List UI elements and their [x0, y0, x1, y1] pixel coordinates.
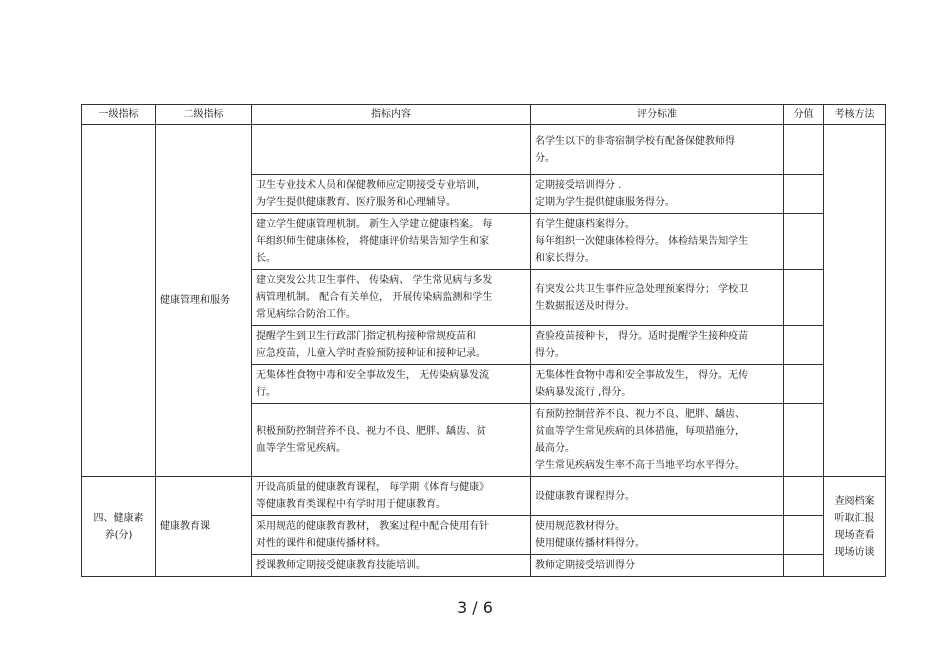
header-method: 考核方法 [824, 105, 886, 125]
content-cell [252, 125, 531, 175]
method-cell: 查阅档案 听取汇报 现场查看 现场访谈 [824, 477, 886, 577]
content-cell: 提醒学生到卫生行政部门指定机构接种常规疫苗和 应急疫苗，儿童入学时查验预防接种证和接种记录。 [252, 326, 531, 365]
header-criteria: 评分标准 [531, 105, 784, 125]
criteria-cell: 有突发公共卫生事件应急处理预案得分； 学校卫 生数据报送及时得分。 [531, 270, 784, 326]
criteria-cell: 无集体性食物中毒和安全事故发生， 得分。无传 染病暴发流行 ,得分。 [531, 365, 784, 404]
criteria-cell: 教师定期接受培训得分 [531, 555, 784, 577]
criteria-cell: 有预防控制营养不良、视力不良、肥胖、龋齿、 贫血等学生常见疾病的具体措施，每项措施分， 最高分。 学生常见疾病发生率不高于当地平均水平得分。 [531, 404, 784, 477]
table-header-row [82, 105, 886, 125]
criteria-cell: 名学生以下的非寄宿制学校有配备保健教师得 分。 [531, 125, 784, 175]
method-cell-empty [824, 125, 886, 477]
content-cell: 积极预防控制营养不良、视力不良、肥胖、龋齿、贫 血等学生常见疾病。 [252, 404, 531, 477]
header-score: 分值 [784, 105, 824, 125]
score-cell [784, 555, 824, 577]
score-cell [784, 365, 824, 404]
score-cell [784, 125, 824, 175]
table-row [82, 125, 886, 175]
criteria-cell: 查验疫苗接种卡， 得分。适时提醒学生接种疫苗 得分。 [531, 326, 784, 365]
score-cell [784, 404, 824, 477]
content-cell: 开设高质量的健康教育课程， 每学期《体育与健康》 等健康教育类课程中有学时用于健康教育。 [252, 477, 531, 516]
header-content: 指标内容 [252, 105, 531, 125]
criteria-cell: 有学生健康档案得分。 每年组织一次健康体检得分。 体检结果告知学生 和家长得分。 [531, 214, 784, 270]
content-cell: 建立学生健康管理机制。 新生入学建立健康档案。 每 年组织师生健康体检， 将健康评价结果告知学生和家 长。 [252, 214, 531, 270]
score-cell [784, 477, 824, 516]
criteria-cell: 使用规范教材得分。 使用健康传播材料得分。 [531, 516, 784, 555]
score-cell [784, 270, 824, 326]
content-cell: 建立突发公共卫生事件、 传染病、 学生常见病与多发 病管理机制。 配合有关单位， 开展传染病监测和学生 常见病综合防治工作。 [252, 270, 531, 326]
level2-cell: 健康教育课 [156, 477, 252, 577]
level1-cell-empty [82, 125, 156, 477]
level2-cell: 健康管理和服务 [156, 125, 252, 477]
content-cell: 无集体性食物中毒和安全事故发生， 无传染病暴发流 行。 [252, 365, 531, 404]
score-cell [784, 214, 824, 270]
content-cell: 卫生专业技术人员和保健教师应定期接受专业培训， 为学生提供健康教育、医疗服务和心理辅导。 [252, 175, 531, 214]
score-cell [784, 175, 824, 214]
content-cell: 授课教师定期接受健康教育技能培训。 [252, 555, 531, 577]
level1-cell: 四、健康素 养(分) [82, 477, 156, 577]
criteria-cell: 定期接受培训得分 . 定期为学生提供健康服务得分。 [531, 175, 784, 214]
header-level2: 二级指标 [156, 105, 252, 125]
evaluation-table [81, 104, 886, 577]
table-row [82, 477, 886, 516]
score-cell [784, 516, 824, 555]
header-level1: 一级指标 [82, 105, 156, 125]
criteria-cell: 设健康教育课程得分。 [531, 477, 784, 516]
score-cell [784, 326, 824, 365]
page-indicator: 3 / 6 [457, 598, 493, 617]
content-cell: 采用规范的健康教育教材， 教案过程中配合使用有针 对性的课件和健康传播材料。 [252, 516, 531, 555]
